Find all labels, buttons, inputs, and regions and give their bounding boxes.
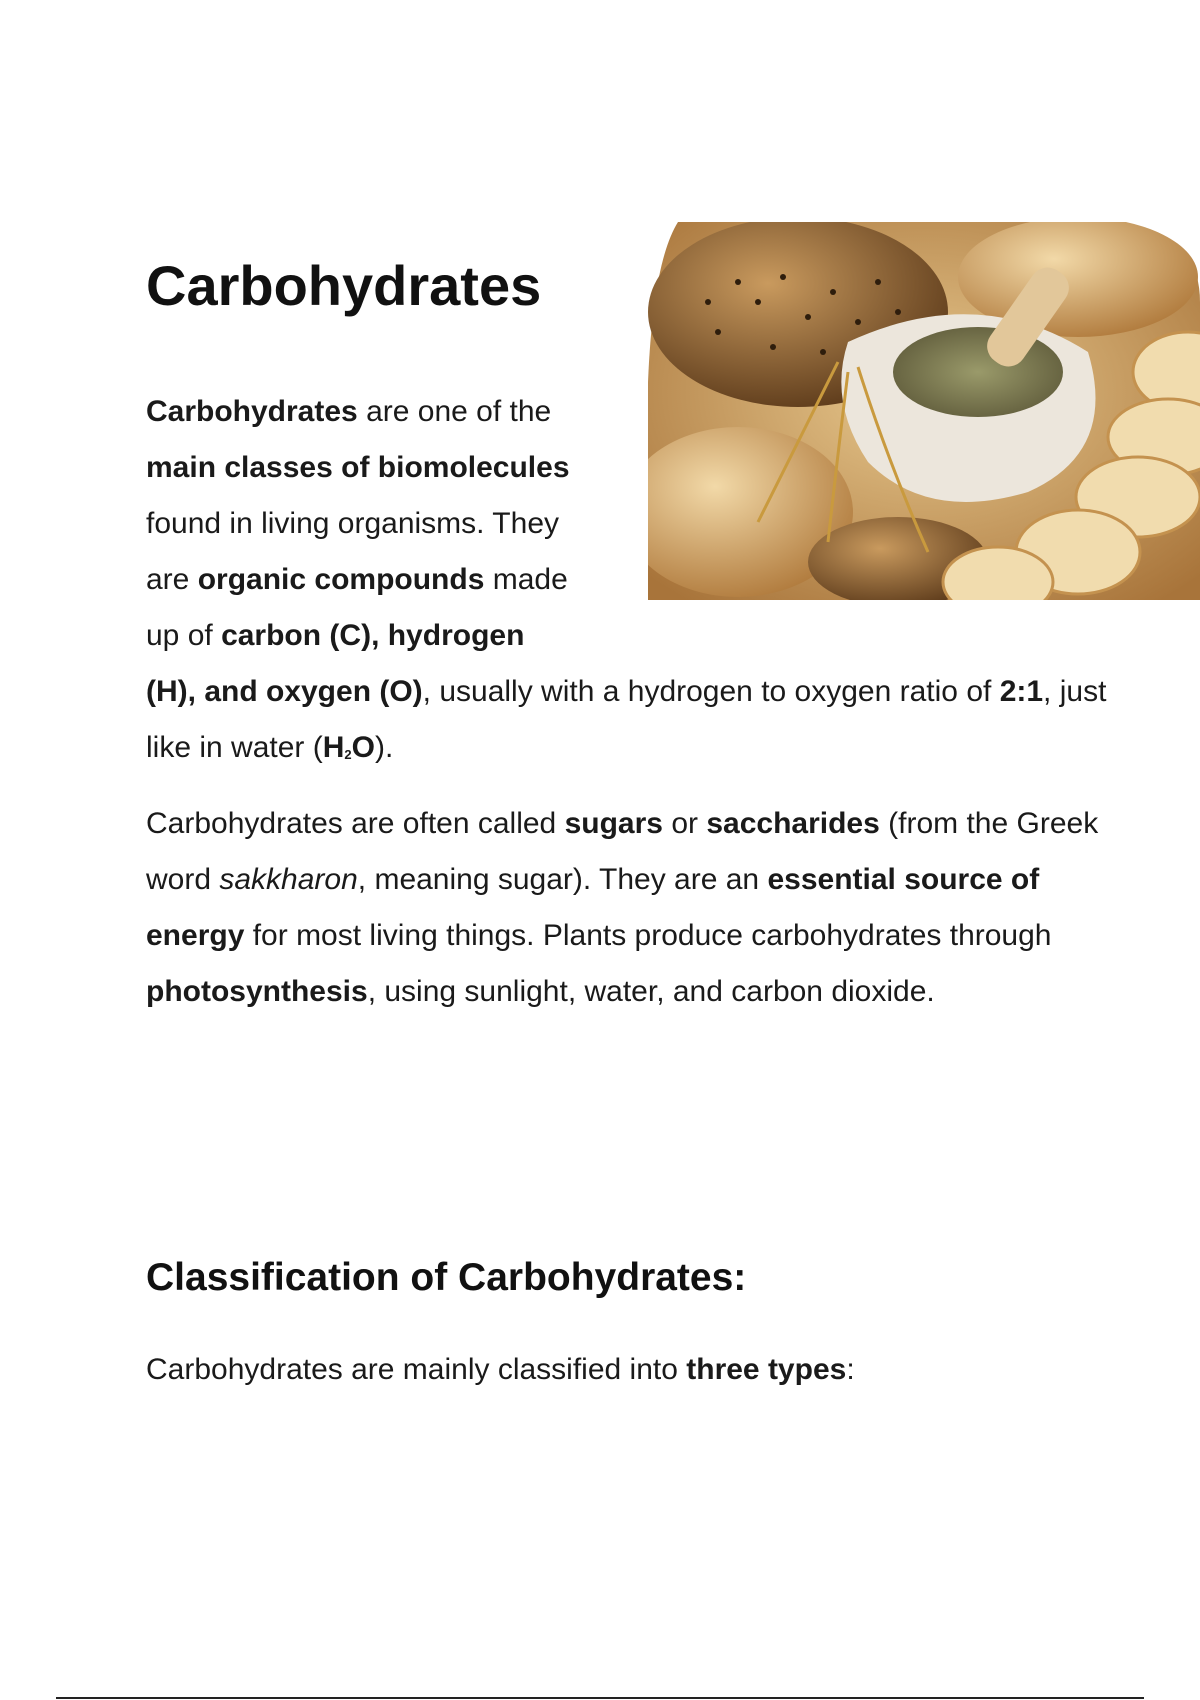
page-divider xyxy=(56,1697,1144,1699)
term-elements: carbon (C), hydrogen (H), and oxygen (O) xyxy=(146,619,525,708)
text-span: or xyxy=(662,807,707,840)
text-span: , meaning sugar). They are an xyxy=(357,863,768,896)
text-span: for most living things. Plants produce carbohydrates through xyxy=(244,919,1052,952)
classification-paragraph xyxy=(146,1342,1106,1398)
term-saccharides: saccharides xyxy=(706,807,880,840)
text-span: , just like in water ( xyxy=(146,675,1107,764)
text-span: found in living organisms. They are xyxy=(146,507,559,596)
term-photosynthesis: photosynthesis xyxy=(146,975,368,1008)
term-sakkharon: sakkharon xyxy=(219,863,358,896)
intro-paragraph xyxy=(146,384,1136,783)
formula-subscript: 2 xyxy=(344,747,352,762)
text-span: Carbohydrates are often called xyxy=(146,807,565,840)
term-biomolecules: main classes of biomolecules xyxy=(146,451,570,484)
term-organic-compounds: organic compounds xyxy=(197,563,485,596)
text-span: are one of the xyxy=(357,395,552,428)
text-span: ). xyxy=(374,731,394,764)
term-three-types: three types xyxy=(686,1353,847,1386)
text-span: , using sunlight, water, and carbon dioxide. xyxy=(367,975,935,1008)
term-sugars: sugars xyxy=(564,807,663,840)
term-carbohydrates: Carbohydrates xyxy=(146,395,358,428)
formula-o: O xyxy=(351,731,375,764)
image-wrap-spacer xyxy=(571,384,1136,664)
text-span: : xyxy=(846,1353,855,1386)
energy-paragraph xyxy=(146,796,1106,1020)
text-span: (from the Greek word xyxy=(146,807,1099,896)
text-span: made up of xyxy=(146,563,568,652)
term-energy-source: essential source of energy xyxy=(146,863,1040,952)
formula-h: H xyxy=(322,731,345,764)
section-heading: Classification of Carbohydrates: xyxy=(146,1256,747,1299)
text-span: Carbohydrates are mainly classified into xyxy=(146,1353,687,1386)
term-ratio: 2:1 xyxy=(999,675,1044,708)
text-span: , usually with a hydrogen to oxygen ratio of xyxy=(422,675,1000,708)
page-title: Carbohydrates xyxy=(146,254,542,317)
